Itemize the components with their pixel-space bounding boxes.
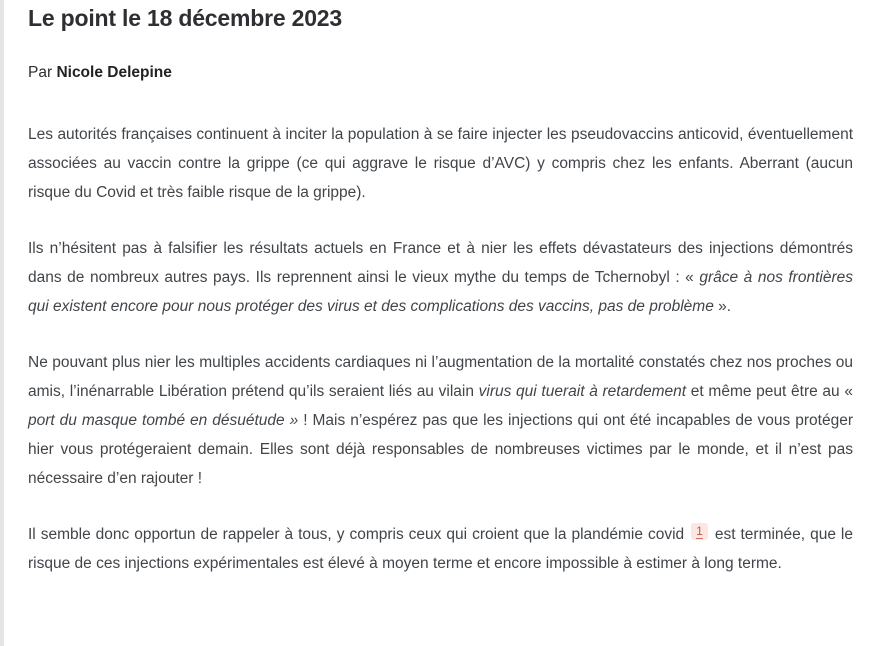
byline bbox=[28, 63, 853, 83]
paragraph-3 bbox=[28, 348, 853, 493]
paragraph-2 bbox=[28, 234, 853, 321]
paragraph-2-quote: grâce à nos frontières qui existent encore pour nous protéger des virus et des complications des vaccins, pas de problème bbox=[28, 269, 853, 315]
footnote-1-link[interactable] bbox=[691, 523, 708, 540]
article-title: Le point le 18 décembre 2023 bbox=[28, 5, 342, 31]
paragraph-2-text-end: ». bbox=[713, 298, 732, 315]
article-body bbox=[28, 120, 853, 578]
article bbox=[4, 0, 881, 605]
paragraph-3-text-mid: et même peut être au « bbox=[686, 383, 853, 400]
paragraph-3-text-end: ! Mais n’espérez pas que les injections qui ont été incapables de vous protéger hier vous protégeraient demain. Elles sont déjà responsables de nombreuses victimes par le monde, et il n’est pas nécessaire d’en rajouter ! bbox=[28, 412, 853, 487]
paragraph-1 bbox=[28, 120, 853, 207]
paragraph-3-text: Ne pouvant plus nier les multiples accidents cardiaques ni l’augmentation de la mortalité constatés chez nos proches ou amis, l’inénarrable Libération prétend qu’ils seraient liés au vilain bbox=[28, 354, 853, 400]
footnote-1-number: 1 bbox=[696, 524, 703, 538]
paragraph-3-italic-1: virus qui tuerait à retardement bbox=[478, 383, 687, 400]
byline-prefix: Par bbox=[28, 64, 57, 81]
byline-author: Nicole Delepine bbox=[56, 64, 172, 81]
paragraph-4-text-end: est terminée, que le risque de ces injections expérimentales est élevé à moyen terme et encore impossible à estimer à long terme. bbox=[28, 526, 853, 572]
paragraph-4 bbox=[28, 520, 853, 578]
paragraph-4-text: Il semble donc opportun de rappeler à tous, y compris ceux qui croient que la plandémie covid bbox=[28, 526, 690, 543]
paragraph-2-text: Ils n’hésitent pas à falsifier les résultats actuels en France et à nier les effets dévastateurs des injections démontrés dans de nombreux autres pays. Ils reprennent ainsi le vieux mythe du temps de Tchernobyl : « bbox=[28, 240, 853, 286]
paragraph-1-text: Les autorités françaises continuent à inciter la population à se faire injecter les pseudovaccins anticovid, éventuellement associées au vaccin contre la grippe (ce qui aggrave le risque d’AVC) y compris chez les enfants. Aberrant (aucun risque du Covid et très faible risque de la grippe). bbox=[28, 126, 853, 201]
paragraph-3-italic-2: port du masque tombé en désuétude » bbox=[28, 412, 299, 429]
